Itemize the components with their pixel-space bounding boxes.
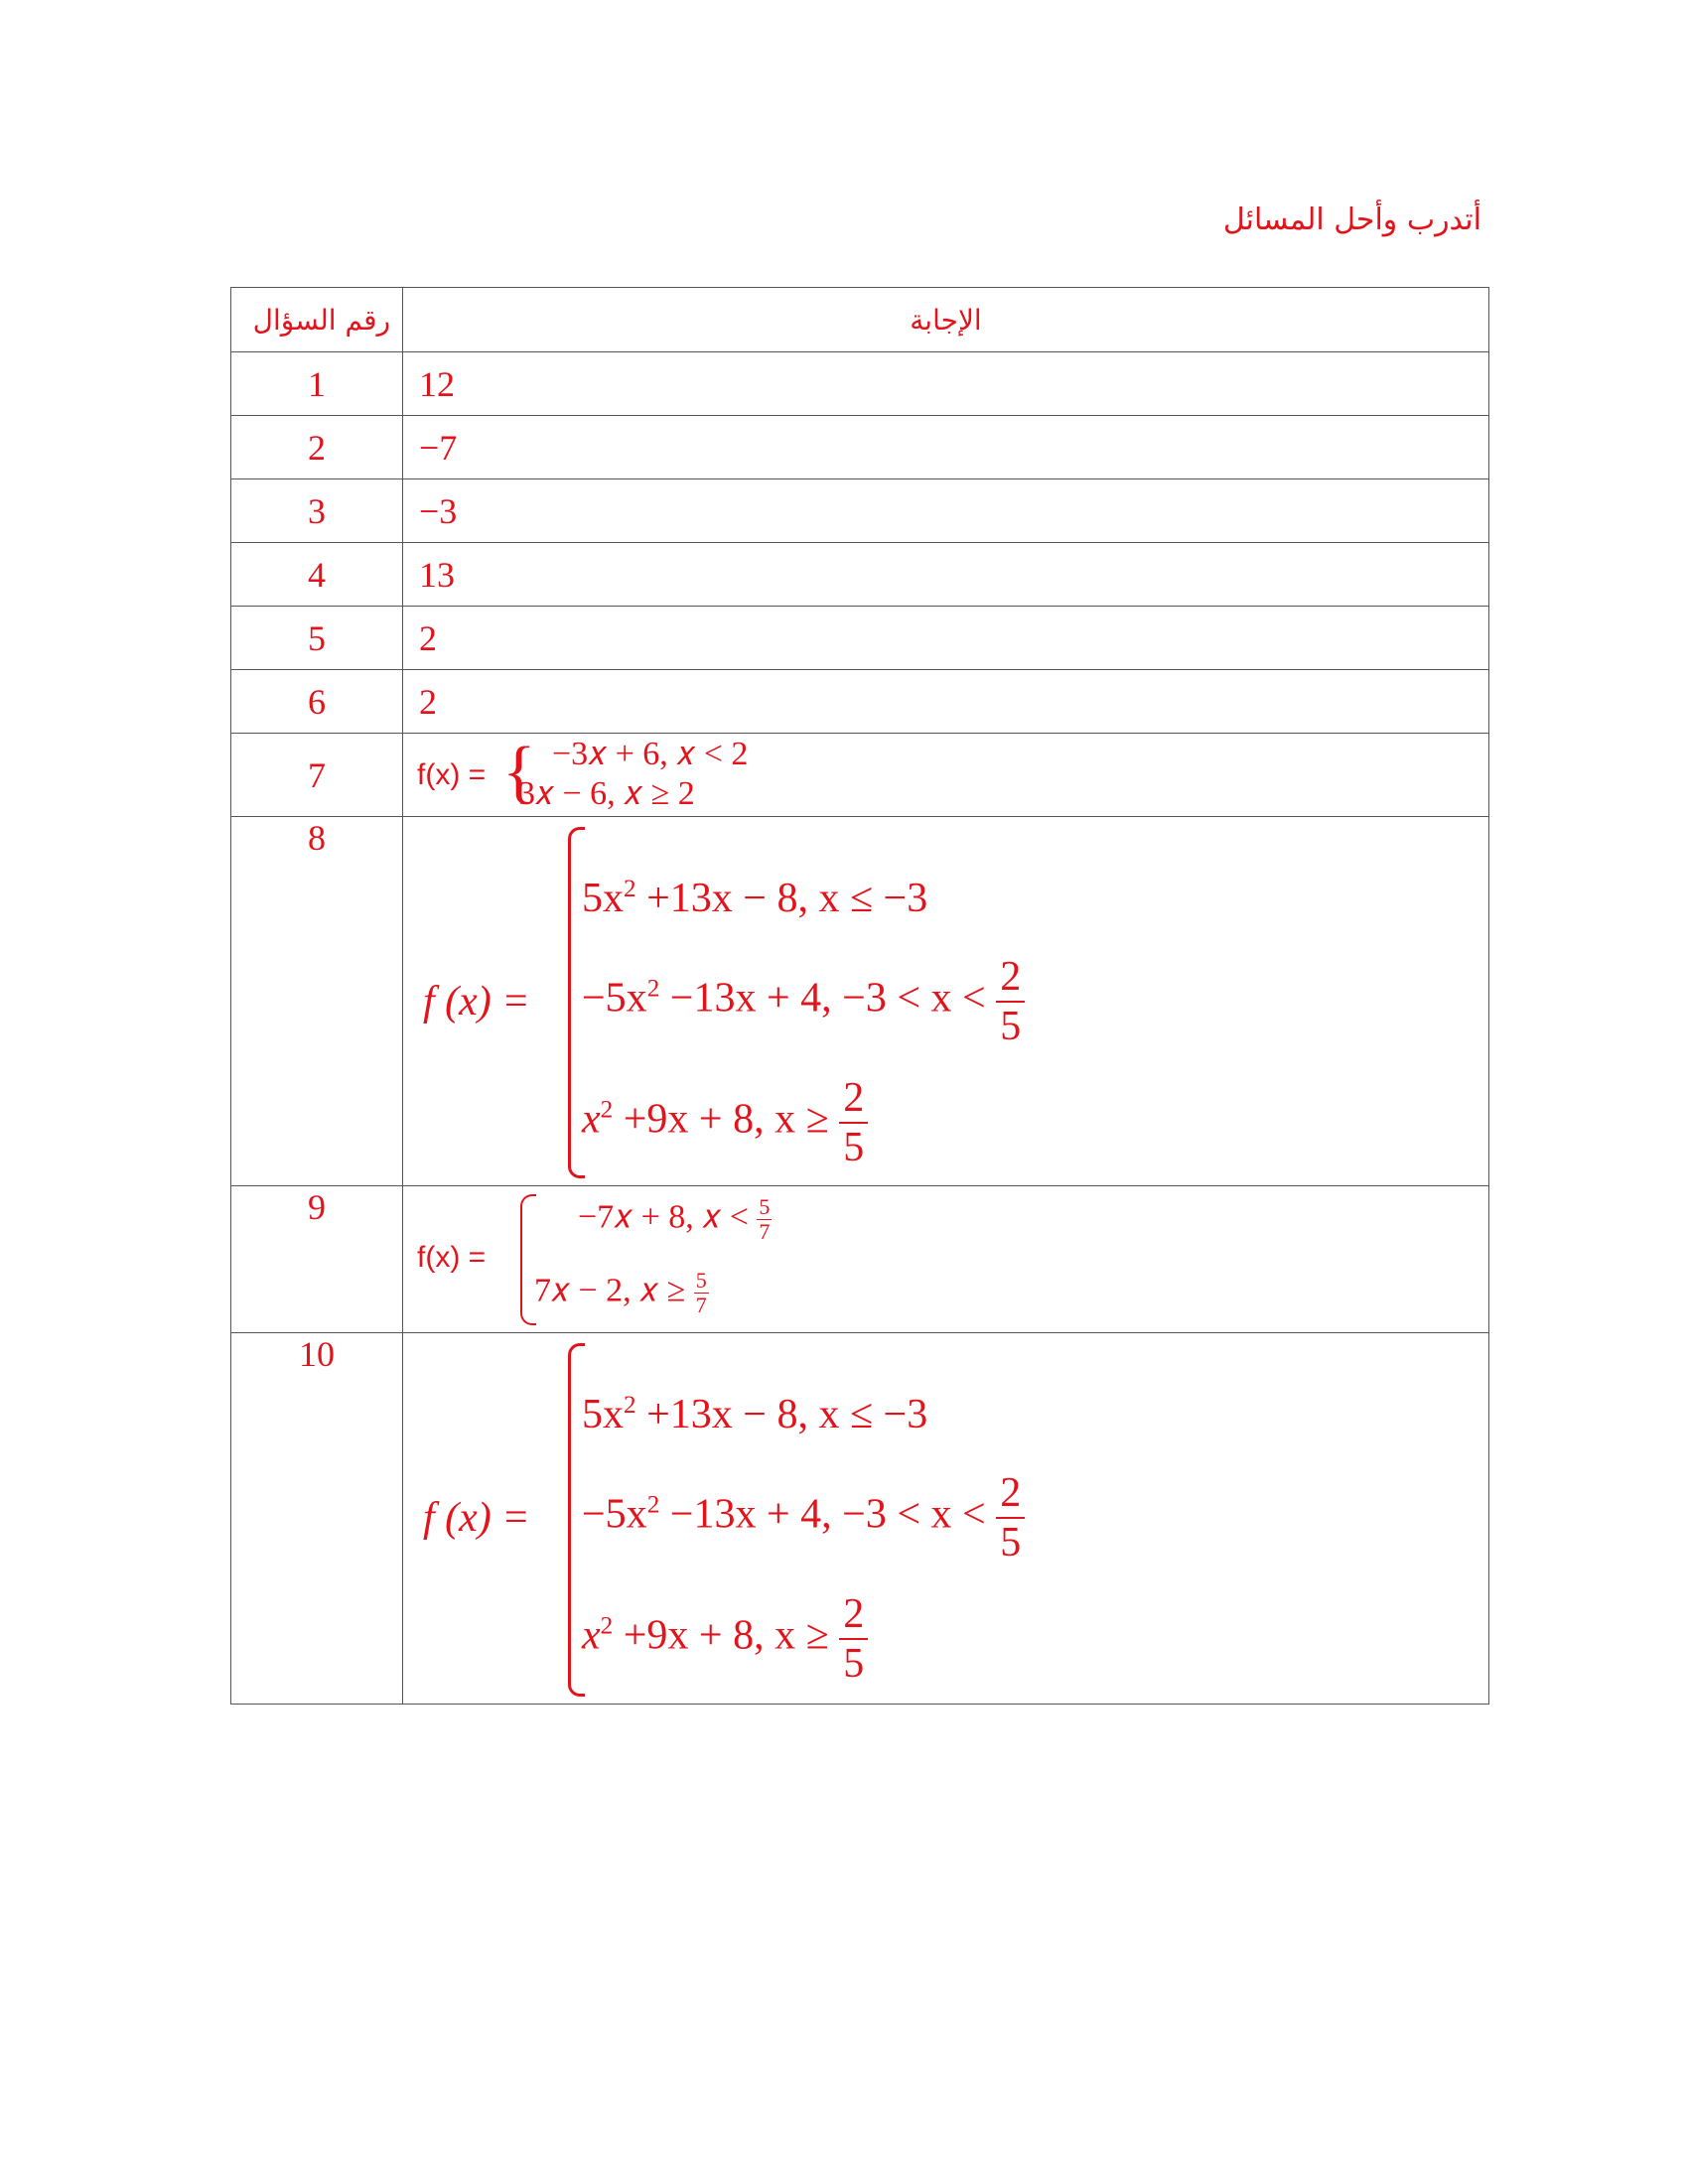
answer-cell: 2 bbox=[403, 607, 1489, 670]
question-number: 7 bbox=[231, 734, 403, 817]
table-row bbox=[231, 479, 1489, 543]
question-number: 3 bbox=[231, 479, 403, 543]
fraction: $\frac{2}{5}$ bbox=[996, 956, 1025, 1047]
answer-header: الإجابة bbox=[403, 288, 1489, 352]
answer-cell bbox=[403, 817, 1489, 1186]
answer-cell bbox=[403, 734, 1489, 817]
answer-cell bbox=[403, 1186, 1489, 1333]
piece-1: −7𝑥 + 8, 𝑥 < $\frac{5}{7}$ bbox=[578, 1194, 771, 1244]
fraction: $\frac{2}{5}$ bbox=[839, 1593, 868, 1685]
brace: { bbox=[502, 734, 536, 810]
table-row bbox=[231, 817, 1489, 1186]
question-number-header: رقم السؤال bbox=[231, 288, 403, 352]
answers-table bbox=[230, 287, 1489, 1705]
piece-2: 7𝑥 − 2, 𝑥 ≥ $\frac{5}{7}$ bbox=[534, 1268, 707, 1317]
fraction: $\frac{2}{5}$ bbox=[839, 1077, 868, 1168]
table-row bbox=[231, 1186, 1489, 1333]
function-lhs: f (x) = bbox=[423, 979, 530, 1024]
piece-3: $x^2 +9x + 8$, x ≥ $\frac{2}{5}$ bbox=[582, 1593, 868, 1685]
question-number: 4 bbox=[231, 543, 403, 607]
question-number: 2 bbox=[231, 416, 403, 479]
piece-2: 3𝑥 − 6, 𝑥 ≥ 2 bbox=[518, 775, 695, 812]
answer-cell: 12 bbox=[403, 352, 1489, 416]
answer-cell: 2 bbox=[403, 670, 1489, 734]
piece-1: $5x^2 +13x - 8$, x ≤ −3 bbox=[582, 876, 928, 921]
question-number: 1 bbox=[231, 352, 403, 416]
question-number: 5 bbox=[231, 607, 403, 670]
answer-cell: −7 bbox=[403, 416, 1489, 479]
fraction: $\frac{5}{7}$ bbox=[759, 1194, 771, 1244]
table-row bbox=[231, 734, 1489, 817]
fraction: $\frac{2}{5}$ bbox=[996, 1472, 1025, 1564]
piece-3: $x^2 +9x + 8$, x ≥ $\frac{2}{5}$ bbox=[582, 1077, 868, 1168]
piece-1: $5x^2 +13x - 8$, x ≤ −3 bbox=[582, 1392, 928, 1437]
function-lhs: f(x) = bbox=[417, 1241, 487, 1274]
table-row bbox=[231, 352, 1489, 416]
answer-cell: −3 bbox=[403, 479, 1489, 543]
question-number: 9 bbox=[231, 1186, 403, 1333]
fraction: $\frac{5}{7}$ bbox=[695, 1268, 707, 1317]
piece-2: $-5x^2 -13x + 4$, −3 < x < $\frac{2}{5}$ bbox=[582, 956, 1025, 1047]
table-row bbox=[231, 543, 1489, 607]
function-lhs: f (x) = bbox=[423, 1495, 530, 1541]
table-row bbox=[231, 416, 1489, 479]
page-heading: أتدرب وأحل المسائل bbox=[1222, 203, 1481, 237]
question-number: 6 bbox=[231, 670, 403, 734]
piece-1: −3𝑥 + 6, 𝑥 < 2 bbox=[552, 736, 749, 772]
piece-2: $-5x^2 -13x + 4$, −3 < x < $\frac{2}{5}$ bbox=[582, 1472, 1025, 1564]
question-number: 10 bbox=[231, 1333, 403, 1705]
question-number: 8 bbox=[231, 817, 403, 1186]
table-row bbox=[231, 1333, 1489, 1705]
answer-cell: 13 bbox=[403, 543, 1489, 607]
table-row bbox=[231, 607, 1489, 670]
answer-cell bbox=[403, 1333, 1489, 1705]
table-header-row bbox=[231, 288, 1489, 352]
table-row bbox=[231, 670, 1489, 734]
function-lhs: f(x) = bbox=[417, 758, 487, 791]
